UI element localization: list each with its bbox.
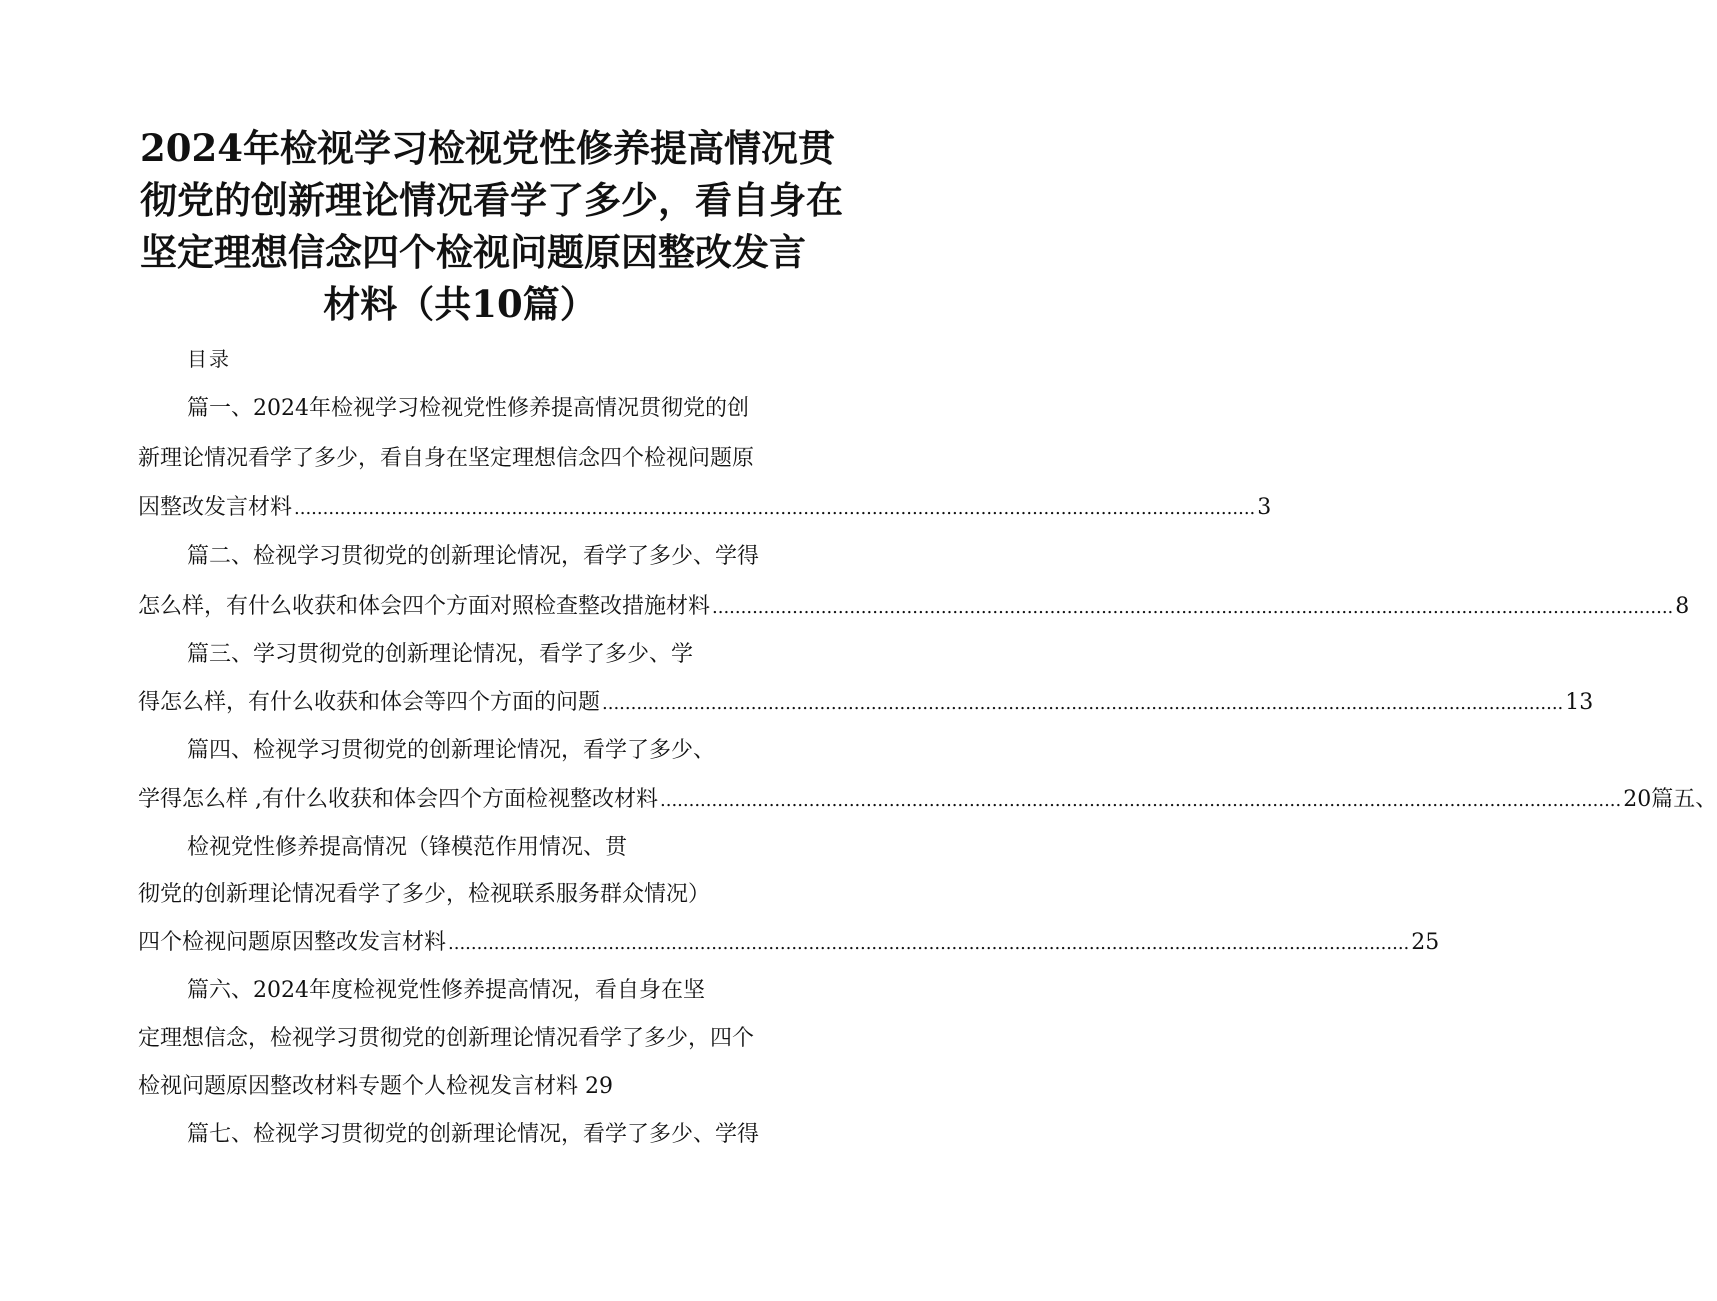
toc-entry-2[interactable] <box>138 590 1690 624</box>
toc-line: 篇三、学习贯彻党的创新理论情况，看学了多少、学 <box>187 642 694 667</box>
toc-entry-1[interactable] <box>138 491 1272 525</box>
toc-heading: 目录 <box>187 347 231 371</box>
toc-entry-text: 因整改发言材料 <box>138 495 293 520</box>
toc-entry-text: 学得怎么样 ,有什么收获和体会四个方面检视整改材料 <box>138 787 658 812</box>
toc-leader-dots: ........................................................................................................................................................................ <box>602 693 1564 714</box>
toc-leader-dots: ........................................................................................................................................................................ <box>448 933 1410 954</box>
title-line-3: 坚定理想信念四个检视问题原因整改发言 <box>140 230 806 274</box>
toc-entry-5[interactable] <box>138 926 1440 960</box>
toc-line: 新理论情况看学了多少，看自身在坚定理想信念四个检视问题原 <box>138 446 755 471</box>
toc-page-number: 13 <box>1565 690 1594 715</box>
toc-leader-dots: ........................................................................................................................................................................ <box>712 597 1674 618</box>
toc-entry-text: 怎么样，有什么收获和体会四个方面对照检查整改措施材料 <box>138 594 711 619</box>
toc-entry-3[interactable] <box>138 686 1594 720</box>
toc-line: 篇六、2024年度检视党性修养提高情况，看自身在坚 <box>187 978 705 1003</box>
title-line-1: 2024年检视学习检视党性修养提高情况贯 <box>140 126 835 170</box>
document-title <box>140 122 843 330</box>
toc-entry-text: 得怎么样，有什么收获和体会等四个方面的问题 <box>138 690 601 715</box>
toc-line: 篇一、2024年检视学习检视党性修养提高情况贯彻党的创 <box>187 396 749 421</box>
toc-entry-6[interactable]: 检视问题原因整改材料专题个人检视发言材料 29 <box>138 1074 613 1099</box>
toc-line: 篇二、检视学习贯彻党的创新理论情况，看学了多少、学得 <box>187 544 760 569</box>
toc-leader-dots: ........................................................................................................................................................................ <box>660 790 1622 811</box>
toc-page-number: 20篇五、 <box>1623 787 1717 812</box>
toc-leader-dots: ........................................................................................................................................................................ <box>294 498 1256 519</box>
toc-line: 篇四、检视学习贯彻党的创新理论情况，看学了多少、 <box>187 738 716 763</box>
toc-line: 检视党性修养提高情况（锋模范作用情况、贯 <box>187 835 628 860</box>
toc-entry-4[interactable] <box>138 783 1717 817</box>
toc-page-number: 25 <box>1411 930 1440 955</box>
toc-entry-7[interactable]: 篇七、检视学习贯彻党的创新理论情况，看学了多少、学得 <box>187 1122 760 1147</box>
title-line-4: 材料（共10篇） <box>323 282 597 326</box>
toc-page-number: 3 <box>1257 495 1272 520</box>
title-line-2: 彻党的创新理论情况看学了多少，看自身在 <box>140 178 843 222</box>
toc-line: 定理想信念，检视学习贯彻党的创新理论情况看学了多少，四个 <box>138 1026 755 1051</box>
toc-page-number: 8 <box>1675 594 1690 619</box>
toc-line: 彻党的创新理论情况看学了多少，检视联系服务群众情况） <box>138 882 711 907</box>
toc-entry-text: 四个检视问题原因整改发言材料 <box>138 930 447 955</box>
